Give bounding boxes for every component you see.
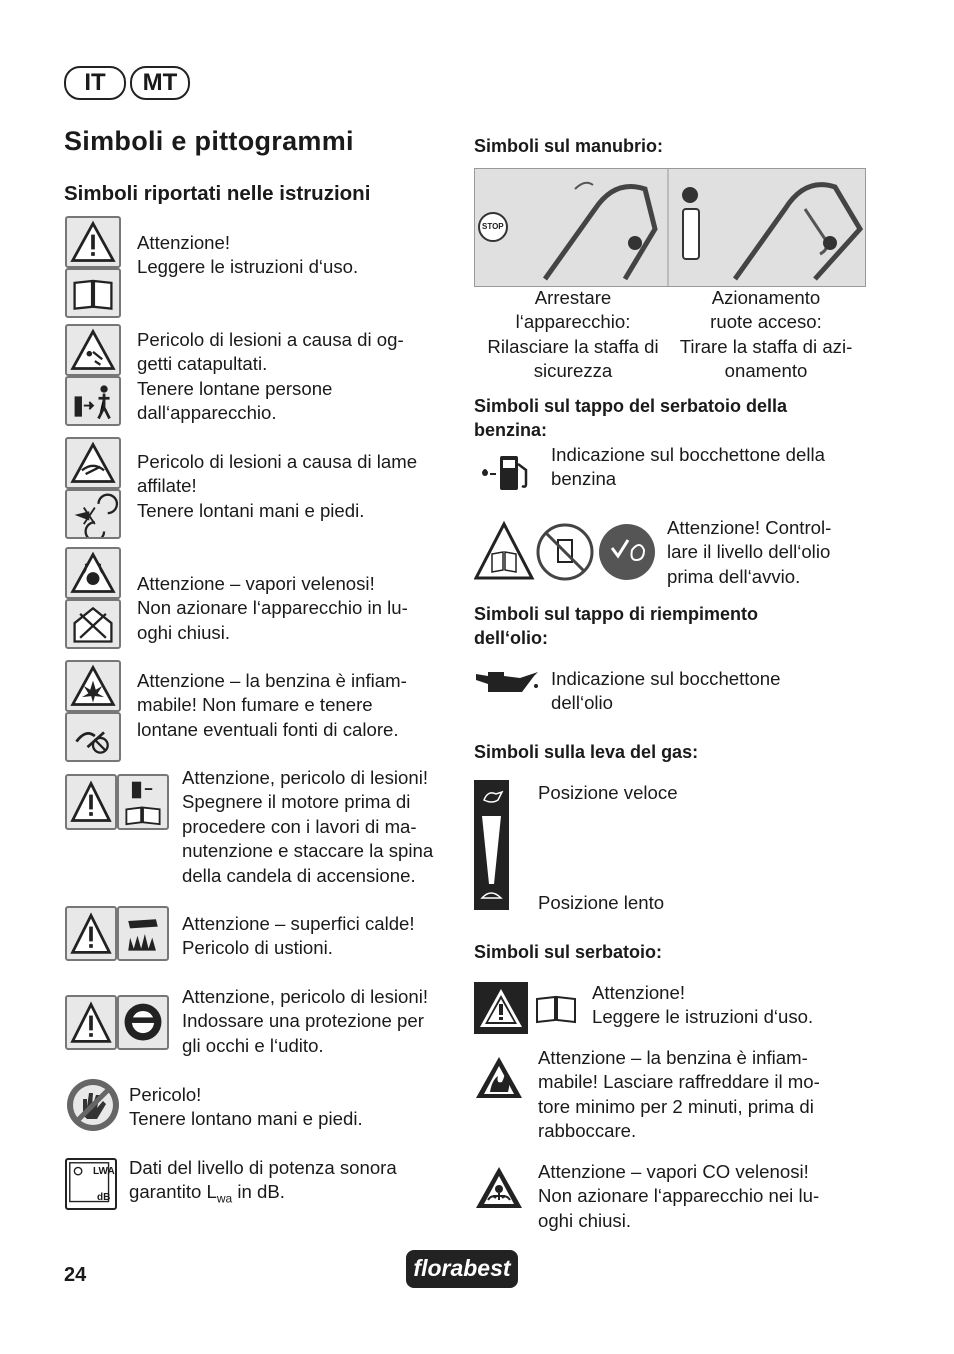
instruction-text-10: Dati del livello di potenza sonora garantito $L_{wa}$ in dB. [129, 1157, 397, 1207]
sound-power-icon [65, 1158, 117, 1210]
oil-cap-heading: Simboli sul tappo di riempimento dell‘olio: [474, 604, 759, 648]
warning-icon [65, 906, 117, 961]
keep-distance-icon [65, 376, 121, 426]
page-title: Simboli e pittogrammi [64, 126, 354, 156]
tank-co-fumes-icon [474, 1164, 524, 1210]
oil-check-icons [474, 520, 656, 582]
tank-text-2: Attenzione – la benzina è infiam- mabile! Lasciare raffreddare il mo- tore minimo per 2 minuti, prima di rabboccare. [538, 1047, 820, 1142]
oil-cap-text: Indicazione sul bocchettone dell‘olio [551, 668, 781, 714]
hot-surface-icon [117, 906, 169, 961]
lang-badge-mt: MT [130, 66, 190, 100]
instruction-text-3: Pericolo di lesioni a causa di lame affilate! Tenere lontani mani e piedi. [137, 451, 418, 521]
hand-danger-icon [65, 1077, 121, 1133]
spark-plug-manual-icon [117, 774, 169, 830]
fuel-cap-text: Indicazione sul bocchettone della benzina [551, 444, 825, 490]
sound-badge-lwa: LWA [93, 1166, 115, 1177]
stop-label: STOP [482, 222, 504, 231]
instruction-text-8: Attenzione, pericolo di lesioni! Indossare una protezione per gli occhi e l‘udito. [182, 986, 428, 1056]
section-subtitle: Simboli riportati nelle istruzioni [64, 182, 371, 205]
handlebar-heading: Simboli sul manubrio: [474, 136, 664, 156]
no-indoor-icon [65, 599, 121, 649]
handlebar-illustration [474, 168, 866, 287]
oil-check-text: Attenzione! Control- lare il livello dell‘olio prima dell‘avvio. [667, 517, 832, 587]
fuel-pump-icon [476, 450, 536, 496]
thrown-objects-icon [65, 324, 121, 376]
sharp-blades-icon [65, 437, 121, 489]
tank-text-3: Attenzione – vapori CO velenosi! Non azionare l‘apparecchio nei lu- oghi chiusi. [538, 1161, 820, 1231]
tank-manual-icon [534, 994, 578, 1024]
throttle-heading: Simboli sulla leva del gas: [474, 742, 699, 762]
instruction-text-7: Attenzione – superfici calde! Pericolo di ustioni. [182, 913, 415, 959]
handlebar-label-drive: Azionamento ruote acceso: Tirare la staffa di azi- onamento [679, 287, 853, 382]
warning-icon [65, 774, 117, 830]
tank-warning-icon [474, 982, 528, 1034]
lang-badge-it: IT [64, 66, 126, 100]
eye-ear-protection-icon [117, 995, 169, 1050]
hands-feet-icon [65, 489, 121, 539]
fuel-cap-heading: Simboli sul tappo del serbatoio della benzina: [474, 396, 788, 440]
tank-heading: Simboli sul serbatoio: [474, 942, 663, 962]
tank-text-1: Attenzione! Leggere le istruzioni d‘uso. [592, 982, 814, 1028]
manual-book-icon [65, 268, 121, 318]
no-smoking-icon [65, 712, 121, 762]
instruction-text-5: Attenzione – la benzina è infiam- mabile! Non fumare e tenere lontane eventuali fonti di calore. [137, 670, 407, 740]
instruction-text-9: Pericolo! Tenere lontano mani e piedi. [129, 1084, 363, 1130]
throttle-slow-label: Posizione lento [538, 892, 665, 913]
oil-can-icon [474, 666, 542, 698]
toxic-fumes-icon [65, 547, 121, 599]
brand-logo: florabest [406, 1250, 518, 1288]
throttle-fast-label: Posizione veloce [538, 782, 678, 803]
throttle-scale-icon [474, 780, 509, 910]
flammable-icon [65, 660, 121, 712]
instruction-text-4: Attenzione – vapori velenosi! Non azionare l‘apparecchio in lu- oghi chiusi. [137, 573, 408, 643]
handlebar-label-stop: Arrestare l‘apparecchio: Rilasciare la staffa di sicurezza [487, 287, 659, 382]
instruction-text-2: Pericolo di lesioni a causa di og- getti catapultati. Tenere lontane persone dall‘apparecchio. [137, 329, 404, 424]
tank-flammable-icon [474, 1054, 524, 1100]
sound-badge-db: dB [97, 1192, 111, 1203]
instruction-text-1: Attenzione! Leggere le istruzioni d‘uso. [137, 232, 359, 278]
page-number: 24 [64, 1264, 87, 1286]
instruction-text-6: Attenzione, pericolo di lesioni! Spegnere il motore prima di procedere con i lavori di ma- nutenzione e staccare la spina della candela di accensione. [182, 767, 434, 886]
warning-icon [65, 216, 121, 268]
warning-icon [65, 995, 117, 1050]
